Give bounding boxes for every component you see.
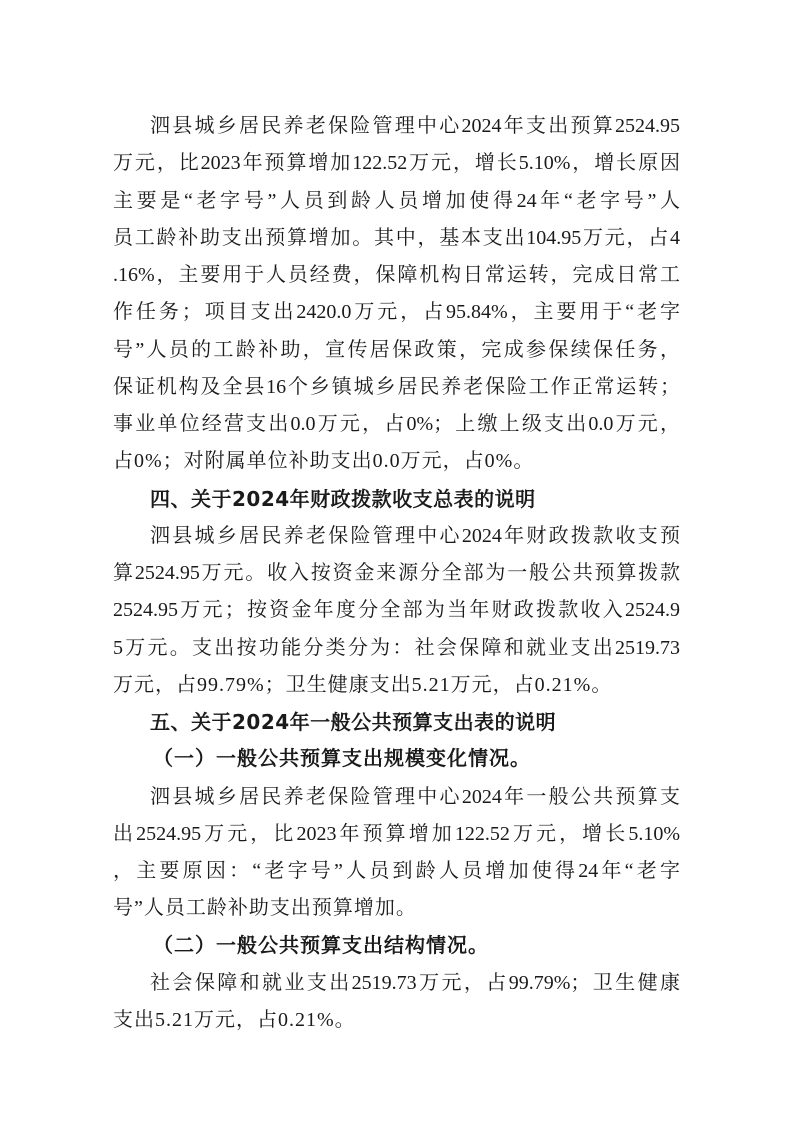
paragraph-structure xyxy=(113,965,680,1040)
text-line: 出2524.95万元，比2023年预算增加122.52万元，增长5.10% xyxy=(113,822,680,845)
text-line: 5万元。支出按功能分类分为：社会保障和就业支出2519.73 xyxy=(113,636,680,659)
text-line: 算2524.95万元。收入按资金来源分全部为一般公共预算拨款 xyxy=(113,562,680,584)
paragraph-scale-change xyxy=(113,779,680,928)
text-line: 泗县城乡居民养老保险管理中心2024年一般公共预算支 xyxy=(150,785,680,808)
text-line: 主要是“老字号”人员到龄人员增加使得24年“老字号”人 xyxy=(113,189,680,212)
text-line: 泗县城乡居民养老保险管理中心2024年财政拨款收支预 xyxy=(150,524,680,547)
subsection-heading-2: （二）一般公共预算支出结构情况。 xyxy=(153,934,489,957)
text-line: 号”人员的工龄补助，宣传居保政策，完成参保续保任务， xyxy=(113,338,680,361)
text-line: 万元，比2023年预算增加122.52万元，增长5.10%，增长原因 xyxy=(113,152,680,175)
paragraph-fiscal-allocation xyxy=(113,518,680,704)
text-line: 员工龄补助支出预算增加。其中，基本支出104.95万元，占4 xyxy=(113,226,680,249)
subsection-heading-1: （一）一般公共预算支出规模变化情况。 xyxy=(153,748,531,771)
text-line: 2524.95万元；按资金年度分全部为当年财政拨款收入2524.9 xyxy=(113,599,680,622)
text-line: 万元，占99.79%；卫生健康支出5.21万元，占0.21%。 xyxy=(113,673,613,696)
section-heading-4: 四、关于2024年财政拨款收支总表的说明 xyxy=(150,486,536,511)
text-line: ，主要原因：“老字号”人员到龄人员增加使得24年“老字 xyxy=(113,860,680,882)
text-line: 占0%；对附属单位补助支出0.0万元，占0%。 xyxy=(113,450,535,473)
text-line: 保证机构及全县16个乡镇城乡居民养老保险工作正常运转； xyxy=(113,375,680,398)
text-line: 泗县城乡居民养老保险管理中心2024年支出预算2524.95 xyxy=(150,115,680,137)
text-line: 号”人员工龄补助支出预算增加。 xyxy=(113,897,417,920)
paragraph-expenditure-budget xyxy=(113,108,680,481)
document-body xyxy=(113,108,680,1039)
text-line: 作任务；项目支出2420.0万元，占95.84%，主要用于“老字 xyxy=(113,301,680,324)
text-line: 支出5.21万元，占0.21%。 xyxy=(113,1009,356,1031)
text-line: 事业单位经营支出0.0万元，占0%；上缴上级支出0.0万元， xyxy=(113,413,680,435)
text-line: 社会保障和就业支出2519.73万元，占99.79%；卫生健康 xyxy=(150,971,680,994)
text-line: .16%，主要用于人员经费，保障机构日常运转，完成日常工 xyxy=(113,264,680,286)
section-heading-5: 五、关于2024年一般公共预算支出表的说明 xyxy=(150,710,557,734)
